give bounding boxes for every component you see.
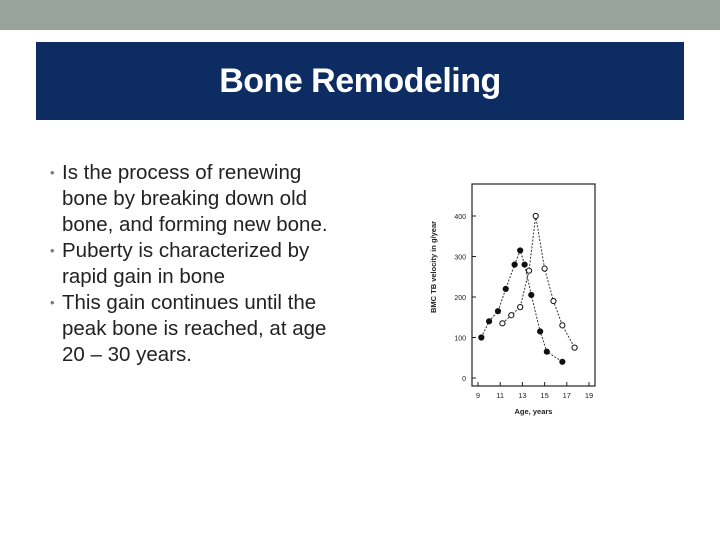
title-banner bbox=[36, 42, 684, 120]
y-tick-label: 0 bbox=[462, 376, 466, 383]
series-2-point bbox=[509, 313, 514, 318]
series-1-point bbox=[479, 335, 484, 340]
series-1-point bbox=[529, 292, 534, 297]
x-tick-label: 13 bbox=[518, 391, 527, 400]
series-1-point bbox=[518, 248, 523, 253]
series-2-point bbox=[572, 345, 577, 350]
x-axis-label: Age, years bbox=[514, 407, 553, 416]
y-tick-label: 100 bbox=[454, 335, 466, 343]
bullet-line: rapid gain in bone bbox=[62, 265, 225, 288]
series-1-point bbox=[487, 319, 492, 324]
y-tick-label: 400 bbox=[454, 214, 466, 221]
x-tick-label: 15 bbox=[540, 391, 549, 400]
series-1-point bbox=[495, 309, 500, 314]
x-tick-label: 9 bbox=[475, 391, 481, 400]
bullet-dot: • bbox=[50, 165, 55, 180]
series-1-point bbox=[522, 262, 527, 267]
series-1-point bbox=[560, 359, 565, 364]
bullet-item bbox=[50, 160, 390, 238]
series-2-point bbox=[551, 298, 556, 303]
chart-svg bbox=[422, 176, 622, 422]
series-2-point bbox=[533, 213, 538, 218]
top-band bbox=[0, 0, 720, 30]
bmc-velocity-chart bbox=[422, 176, 622, 422]
bullet-line: Is the process of renewing bbox=[62, 161, 302, 184]
bullet-list bbox=[50, 160, 390, 368]
slide-title: Bone Remodeling bbox=[219, 61, 501, 100]
y-axis-label: BMC TB velocity in g/year bbox=[429, 220, 438, 314]
x-tick-label: 19 bbox=[584, 391, 594, 400]
series-1-point bbox=[544, 349, 549, 354]
bullet-line: bone by breaking down old bbox=[62, 187, 308, 210]
bullet-line: This gain continues until the bbox=[62, 291, 317, 314]
series-2-point bbox=[560, 323, 565, 328]
series-2-point bbox=[526, 268, 531, 273]
x-tick-label: 11 bbox=[496, 391, 505, 400]
series-1-point bbox=[503, 286, 508, 291]
bullet-line: bone, and forming new bone. bbox=[62, 213, 328, 236]
bullet-line: 20 – 30 years. bbox=[62, 343, 192, 366]
bullet-dot: • bbox=[50, 295, 55, 310]
series-2-point bbox=[500, 321, 505, 326]
series-2-point bbox=[518, 305, 523, 310]
x-tick-label: 17 bbox=[562, 391, 571, 400]
y-tick-label: 200 bbox=[454, 295, 466, 302]
series-2-point bbox=[542, 266, 547, 271]
series-1-point bbox=[538, 329, 543, 334]
bullet-item bbox=[50, 238, 390, 290]
bullet-item bbox=[50, 290, 390, 368]
series-1-point bbox=[512, 262, 517, 267]
y-tick-label: 300 bbox=[454, 254, 466, 262]
bullet-dot: • bbox=[50, 243, 55, 258]
bullet-line: Puberty is characterized by bbox=[62, 239, 310, 262]
bullet-line: peak bone is reached, at age bbox=[62, 317, 327, 340]
